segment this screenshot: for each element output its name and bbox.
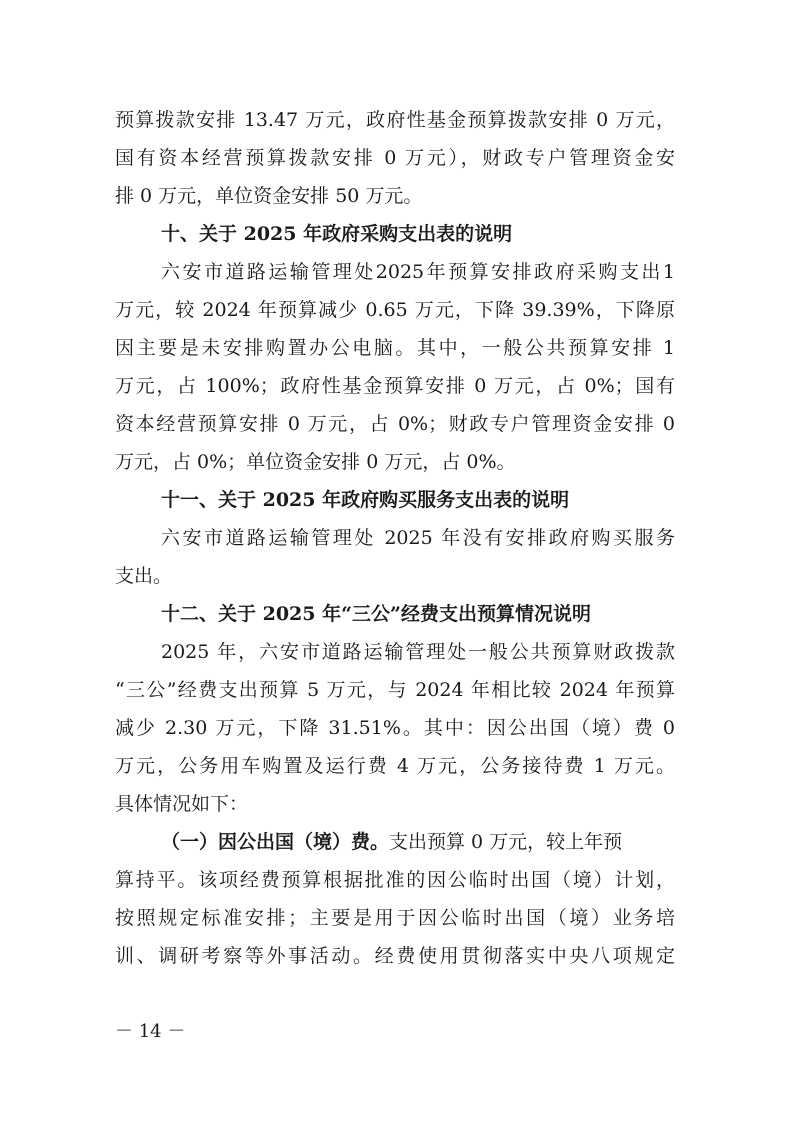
body-text-line: 算持平。该项经费预算根据批准的因公临时出国（境）计划， <box>115 869 675 891</box>
page-number: － 14 － <box>115 1021 186 1042</box>
body-text-line: “三公”经费支出预算 5 万元，与 2024 年相比较 2024 年预算 <box>115 679 675 701</box>
body-text-line: 训、调研考察等外事活动。经费使用贯彻落实中央八项规定 <box>115 945 675 967</box>
body-text-line: 按照规定标准安排；主要是用于因公临时出国（境）业务培 <box>115 907 675 929</box>
section-heading: 十、关于 2025 年政府采购支出表的说明 <box>161 223 513 245</box>
body-text-line: 万元，占 0%；单位资金安排 0 万元，占 0%。 <box>115 451 516 473</box>
subsection-heading: （一）因公出国（境）费。 <box>161 831 390 853</box>
body-text-line: 因主要是未安排购置办公电脑。其中，一般公共预算安排 1 <box>115 337 675 359</box>
body-text-line: 预算拨款安排 13.47 万元，政府性基金预算拨款安排 0 万元， <box>115 109 675 131</box>
body-text-line: 排 0 万元，单位资金安排 50 万元。 <box>115 185 423 207</box>
body-text-line: 万元，占 100%；政府性基金预算安排 0 万元，占 0%；国有 <box>115 375 675 397</box>
body-text-line: 万元，较 2024 年预算减少 0.65 万元，下降 39.39%，下降原 <box>115 299 675 321</box>
section-heading: 十二、关于 2025 年“三公”经费支出预算情况说明 <box>161 603 591 625</box>
body-text-line: 资本经营预算安排 0 万元，占 0%；财政专户管理资金安排 0 <box>115 413 675 435</box>
body-text-line: 具体情况如下： <box>115 793 249 815</box>
body-text-line: 万元，公务用车购置及运行费 4 万元，公务接待费 1 万元。 <box>115 755 675 777</box>
section-heading: 十一、关于 2025 年政府购买服务支出表的说明 <box>161 489 570 511</box>
body-text-line: 减少 2.30 万元，下降 31.51%。其中：因公出国（境）费 0 <box>115 717 675 739</box>
body-text-line: 支出。 <box>115 565 173 587</box>
body-text-line: 六安市道路运输管理处 2025 年没有安排政府购买服务 <box>161 527 675 549</box>
body-text-line: 2025 年，六安市道路运输管理处一般公共预算财政拨款 <box>161 641 675 663</box>
subsection-paragraph-line <box>161 830 675 856</box>
subsection-text: 支出预算 0 万元，较上年预 <box>389 831 623 853</box>
body-text-line: 国有资本经营预算拨款安排 0 万元），财政专户管理资金安 <box>115 147 675 169</box>
body-text-line: 六安市道路运输管理处2025年预算安排政府采购支出1 <box>161 261 675 283</box>
